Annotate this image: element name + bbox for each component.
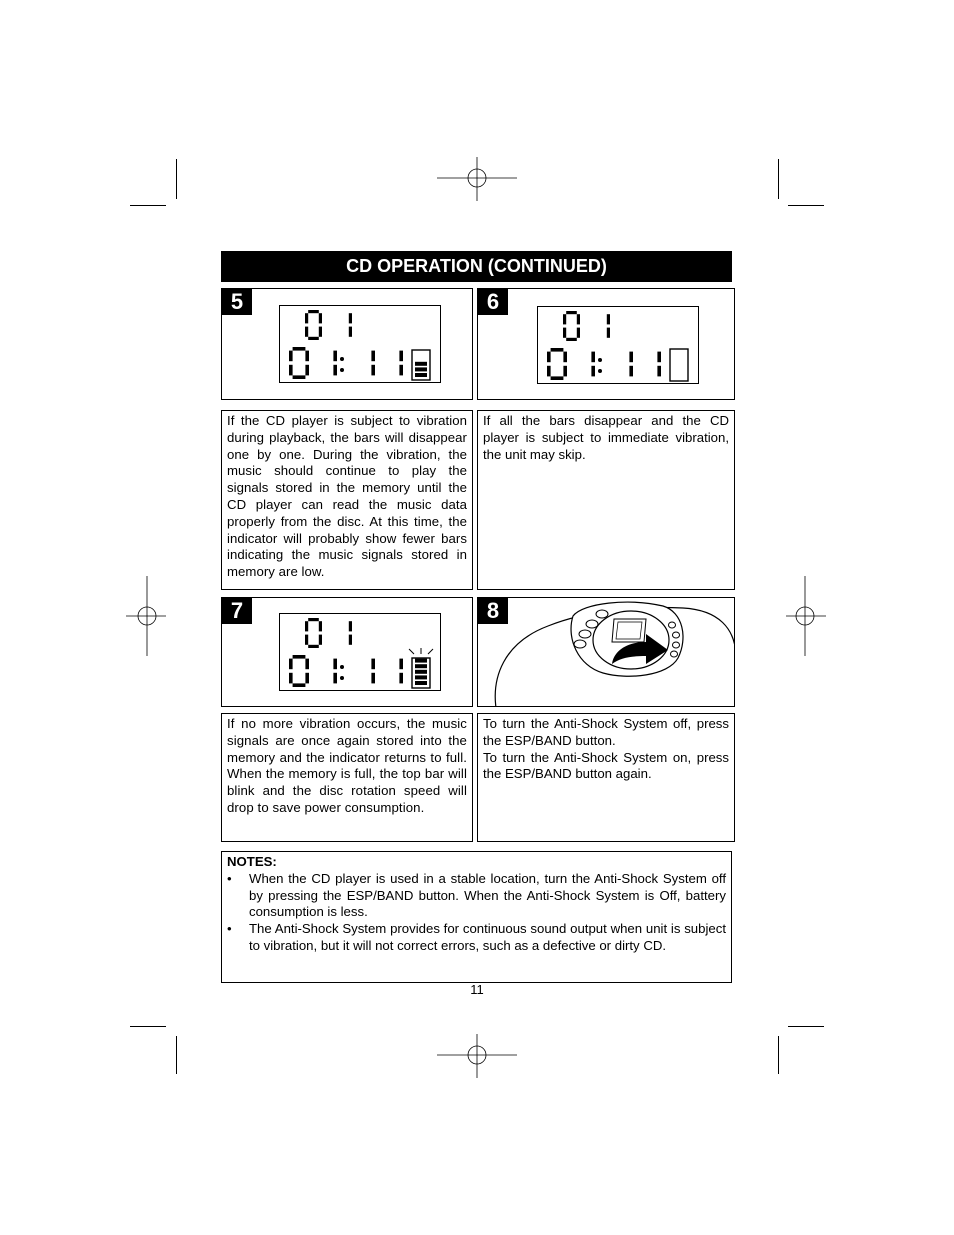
memory-bar <box>415 659 427 663</box>
memory-bar <box>415 664 427 668</box>
step-number: 8 <box>478 598 508 624</box>
step-8-description <box>477 713 735 842</box>
memory-bar <box>415 670 427 674</box>
memory-bar <box>415 362 427 366</box>
step-5-illustration <box>221 288 473 400</box>
memory-bar <box>415 373 427 377</box>
notes-box <box>221 851 732 983</box>
step-6-description: If all the bars disappear and the CD player is subject to immediate vibration, the unit may skip. <box>477 410 735 590</box>
registration-mark-right <box>786 576 826 656</box>
lcd-window-icon <box>612 619 646 642</box>
registration-mark-left <box>126 576 166 656</box>
lcd-display <box>279 305 441 383</box>
bullet-icon: • <box>227 870 232 886</box>
note-text: When the CD player is used in a stable location, turn the Anti-Shock System off by pressing the ESP/BAND button. When the Anti-Shock System is Off, battery consumption is less. <box>249 870 726 920</box>
lcd-display <box>279 613 441 691</box>
step-number: 7 <box>222 598 252 624</box>
page-number: 11 <box>470 982 484 997</box>
step-number: 5 <box>222 289 252 315</box>
step-8-line-off: To turn the Anti-Shock System off, press the ESP/BAND button. <box>483 716 729 748</box>
lcd-display <box>537 306 699 384</box>
memory-bar <box>415 675 427 679</box>
note-item <box>227 921 726 955</box>
note-item <box>227 871 726 921</box>
step-6-illustration <box>477 288 735 400</box>
step-8-line-on: To turn the Anti-Shock System on, press the ESP/BAND button again. <box>483 749 729 782</box>
memory-bar <box>415 367 427 371</box>
step-number: 6 <box>478 289 508 315</box>
memory-bar <box>415 681 427 685</box>
note-text: The Anti-Shock System provides for continuous sound output when unit is subject to vibration, but it will not correct errors, such as a defective or dirty CD. <box>249 921 726 953</box>
step-7-illustration <box>221 597 473 707</box>
registration-mark-bottom <box>437 1034 517 1078</box>
notes-title: NOTES: <box>227 854 277 869</box>
step-8-illustration <box>477 597 735 707</box>
step-5-description: If the CD player is subject to vibration during playback, the bars will disappear one by one. During the vibration, the music should continue to play the signals stored in the memory until the CD player can read the music data properly from the disc. At this time, the indicator will probably show fewer bars indicating the music signals stored in memory are low. <box>221 410 473 590</box>
section-title: CD OPERATION (CONTINUED) <box>221 251 732 282</box>
step-7-description: If no more vibration occurs, the music signals are once again stored into the memory and the indicator returns to full. When the memory is full, the top bar will blink and the disc rotation speed will drop to save power consumption. <box>221 713 473 842</box>
registration-mark-top <box>437 157 517 201</box>
bullet-icon: • <box>227 921 232 937</box>
cd-player-drawing <box>478 598 735 707</box>
